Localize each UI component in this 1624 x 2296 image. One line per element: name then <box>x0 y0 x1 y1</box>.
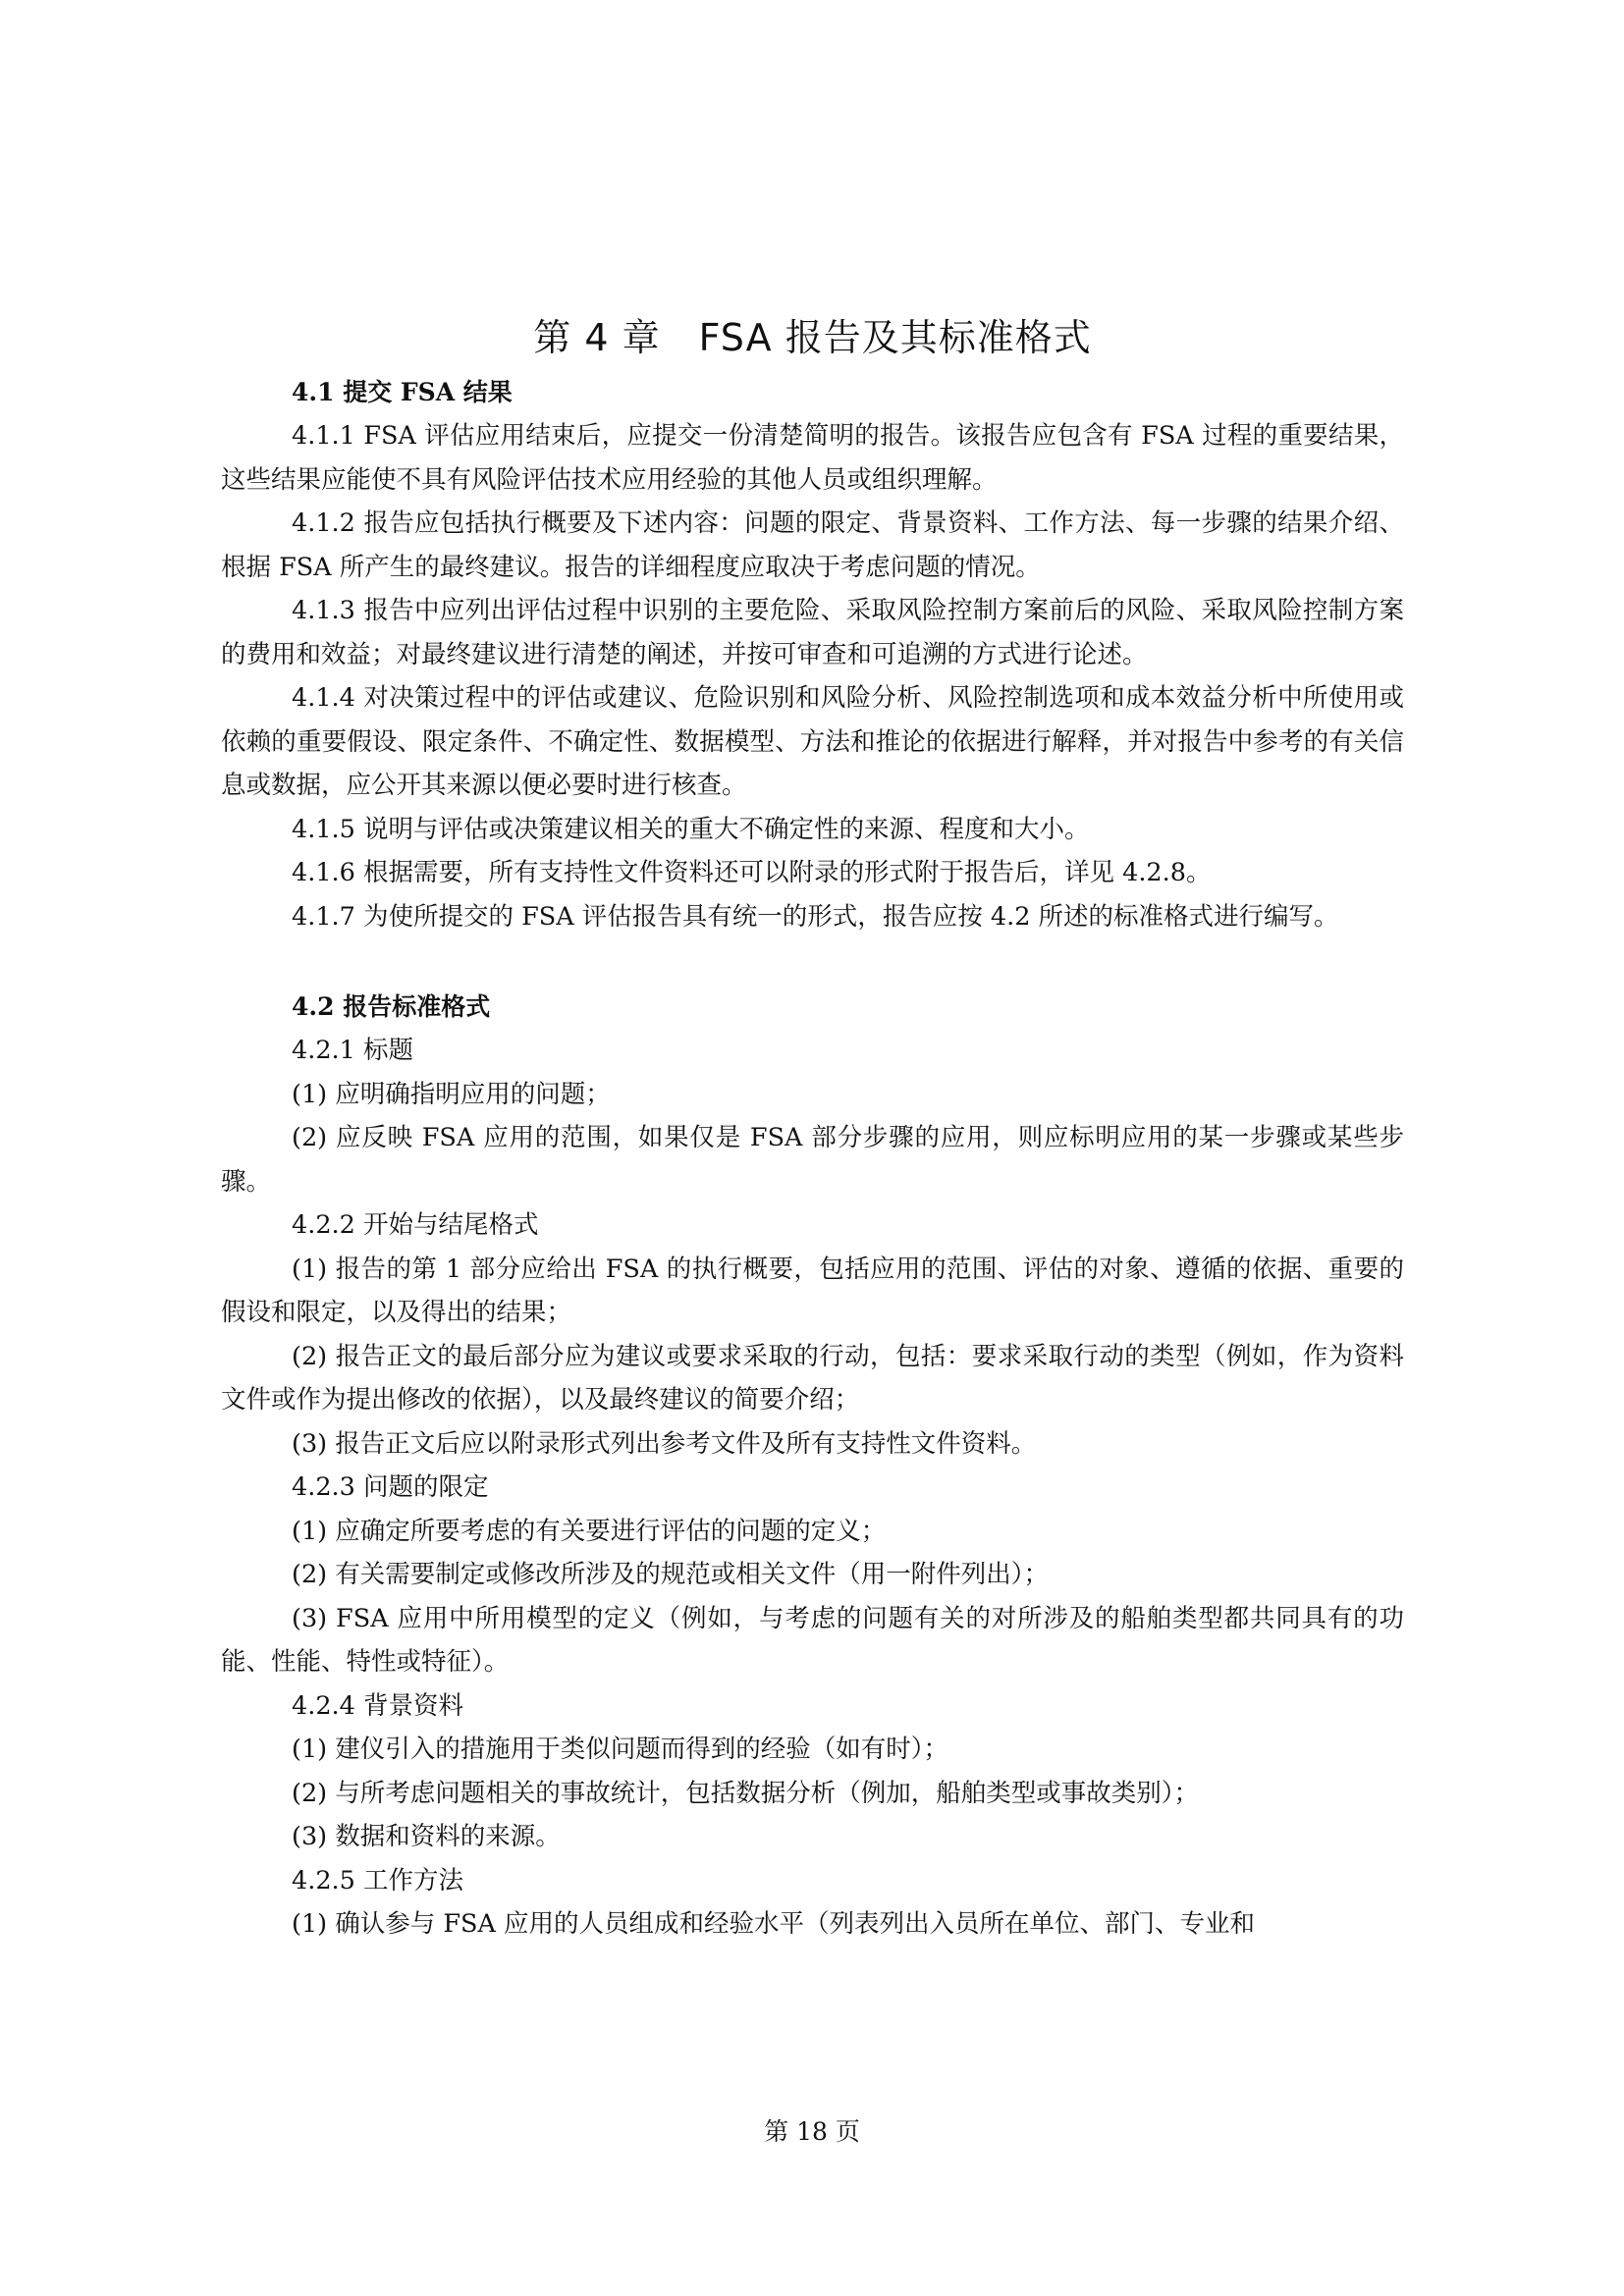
list-item: (2) 应反映 FSA 应用的范围，如果仅是 FSA 部分步骤的应用，则应标明应用的某一步骤或某些步骤。 <box>221 1123 1404 1197</box>
section-gap <box>221 938 1404 986</box>
paragraph-4-1-6: 4.1.6 根据需要，所有支持性文件资料还可以附录的形式附于报告后，详见 4.2.8。 <box>292 858 1212 887</box>
subheading-4-2-5: 4.2.5 工作方法 <box>292 1865 463 1896</box>
list-item: (3) FSA 应用中所用模型的定义（例如，与考虑的问题有关的对所涉及的船舶类型都共同具有的功能、性能、特性或特征）。 <box>221 1603 1404 1677</box>
list-item: (2) 有关需要制定或修改所涉及的规范或相关文件（用一附件列出）； <box>292 1560 1049 1589</box>
section-heading-4-2: 4.2 报告标准格式 <box>292 992 491 1021</box>
list-item: (1) 确认参与 FSA 应用的人员组成和经验水平（列表列出入员所在单位、部门、专业和 <box>292 1909 1256 1939</box>
section-4-2 <box>221 986 1404 1947</box>
list-item: (1) 应确定所要考虑的有关要进行评估的问题的定义； <box>292 1516 887 1546</box>
paragraph-4-1-4: 4.1.4 对决策过程中的评估或建议、危险识别和风险分析、风险控制选项和成本效益分析中所使用或依赖的重要假设、限定条件、不确定性、数据模型、方法和推论的依据进行解释，并对报告中参考的有关信息或数据，应公开其来源以便必要时进行核查。 <box>221 683 1404 800</box>
section-4-1 <box>221 371 1404 938</box>
list-item: (1) 报告的第 1 部分应给出 FSA 的执行概要，包括应用的范围、评估的对象、遵循的依据、重要的假设和限定，以及得出的结果； <box>221 1254 1404 1327</box>
paragraph-4-1-7: 4.1.7 为使所提交的 FSA 评估报告具有统一的形式，报告应按 4.2 所述的标准格式进行编写。 <box>292 901 1339 932</box>
paragraph-4-1-1: 4.1.1 FSA 评估应用结束后，应提交一份清楚简明的报告。该报告应包含有 FSA 过程的重要结果，这些结果应能使不具有风险评估技术应用经验的其他人员或组织理解。 <box>221 421 1404 495</box>
subheading-4-2-3: 4.2.3 问题的限定 <box>292 1472 489 1502</box>
paragraph-4-1-2: 4.1.2 报告应包括执行概要及下述内容：问题的限定、背景资料、工作方法、每一步骤的结果介绍、根据 FSA 所产生的最终建议。报告的详细程度应取决于考虑问题的情况。 <box>221 508 1404 582</box>
page-number: 第 18 页 <box>764 2117 860 2146</box>
section-heading-4-1: 4.1 提交 FSA 结果 <box>292 378 513 406</box>
list-item: (3) 数据和资料的来源。 <box>292 1822 561 1851</box>
list-item: (1) 应明确指明应用的问题； <box>292 1079 611 1109</box>
list-item: (2) 与所考虑问题相关的事故统计，包括数据分析（例加，船舶类型或事故类别）； <box>292 1778 1199 1808</box>
page-content <box>221 310 1404 1947</box>
chapter-title: 第 4 章 FSA 报告及其标准格式 <box>533 316 1092 359</box>
list-item: (1) 建仪引入的措施用于类似问题而得到的经验（如有时）； <box>292 1735 948 1764</box>
paragraph-4-1-5: 4.1.5 说明与评估或决策建议相关的重大不确定性的来源、程度和大小。 <box>292 814 1090 844</box>
subheading-4-2-1: 4.2.1 标题 <box>292 1036 413 1065</box>
subheading-4-2-4: 4.2.4 背景资料 <box>292 1690 463 1721</box>
list-item: (2) 报告正文的最后部分应为建议或要求采取的行动，包括：要求采取行动的类型（例如，作为资料文件或作为提出修改的依据），以及最终建议的简要介绍； <box>221 1341 1404 1415</box>
paragraph-4-1-3: 4.1.3 报告中应列出评估过程中识别的主要危险、采取风险控制方案前后的风险、采取风险控制方案的费用和效益；对最终建议进行清楚的阐述，并按可审查和可追溯的方式进行论述。 <box>221 596 1404 669</box>
subheading-4-2-2: 4.2.2 开始与结尾格式 <box>292 1210 539 1240</box>
list-item: (3) 报告正文后应以附录形式列出参考文件及所有支持性文件资料。 <box>292 1428 1037 1459</box>
